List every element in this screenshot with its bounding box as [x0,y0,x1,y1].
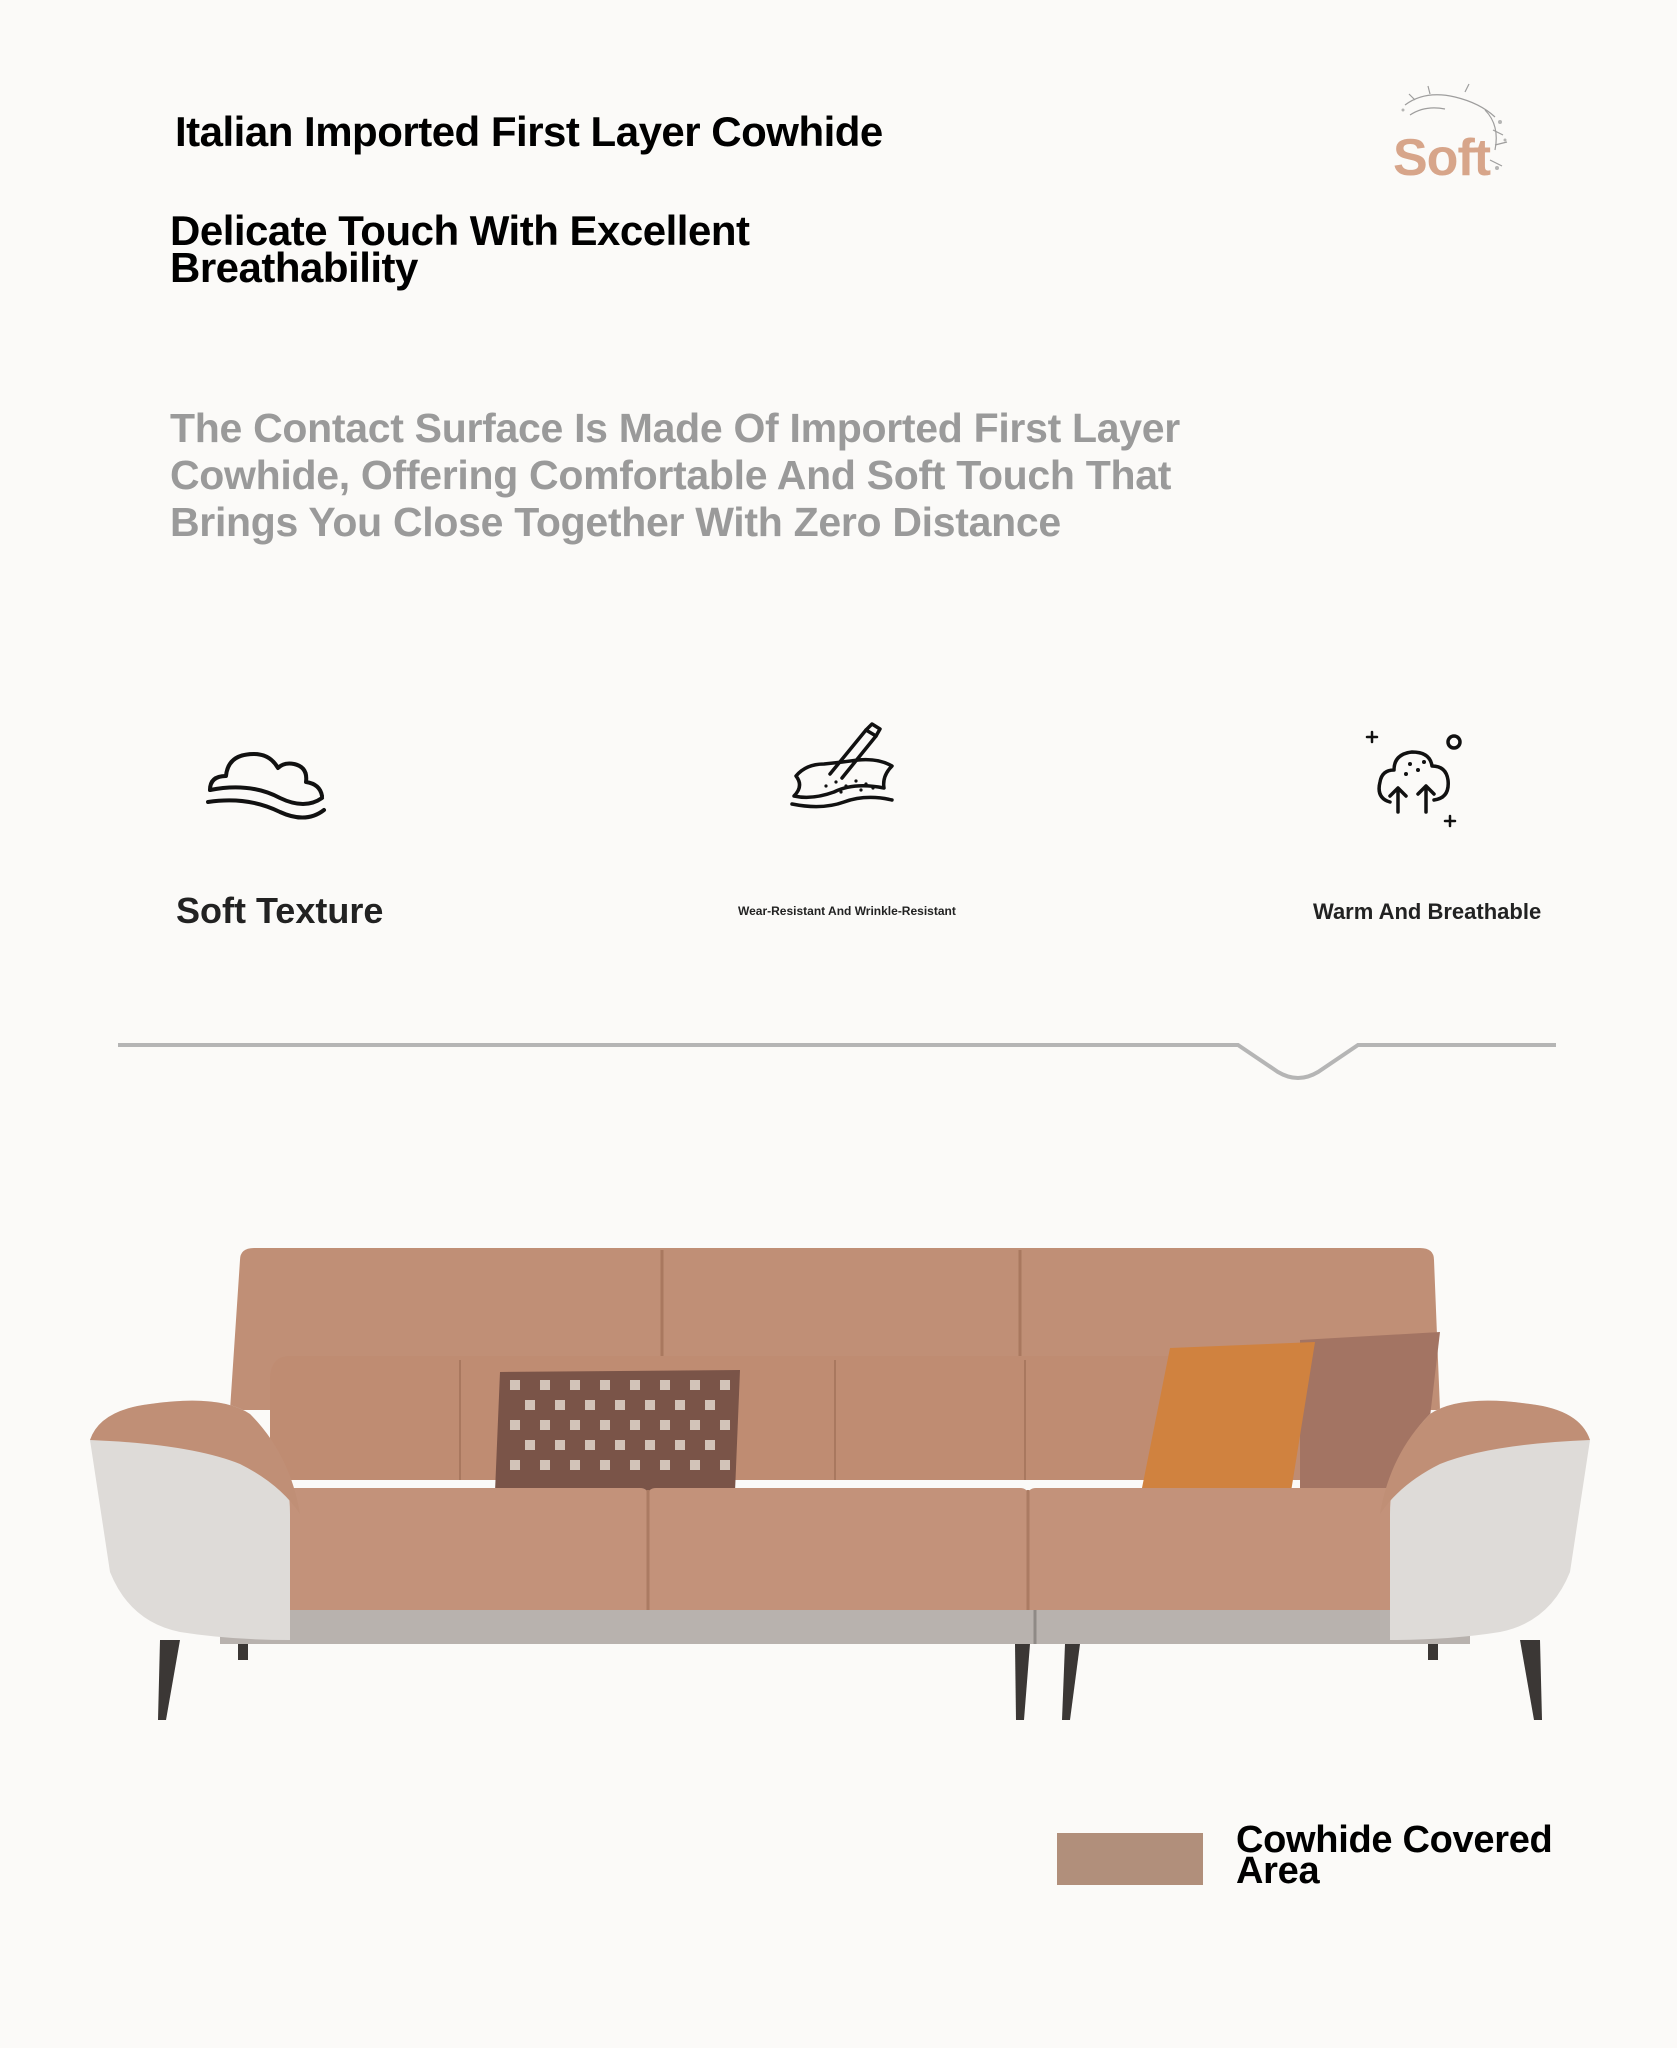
trees-breathable-icon [1360,722,1500,832]
logo-word: Soft [1393,129,1491,187]
feature-wear-resistant: Wear-Resistant And Wrinkle-Resistant [738,904,956,918]
cowhide-color-swatch [1057,1833,1203,1885]
page-title: Italian Imported First Layer Cowhide [175,108,883,155]
feature-warm-breathable: Warm And Breathable [1313,899,1542,924]
page-subtitle: Delicate Touch With Excellent Breathability [170,207,750,291]
soft-logo [1375,70,1525,220]
description-text: The Contact Surface Is Made Of Imported First Layer Cowhide, Offering Comfortable And Soft Touch That Brings You Close Together With Zero Distance [170,405,1180,545]
section-divider [118,1030,1558,1095]
cloud-icon [202,730,342,840]
feature-soft-texture: Soft Texture [176,890,384,931]
legend-label: Cowhide Covered Area [1236,1819,1553,1892]
sofa-image [80,1240,1600,1745]
leather-scratch-icon [778,718,918,828]
